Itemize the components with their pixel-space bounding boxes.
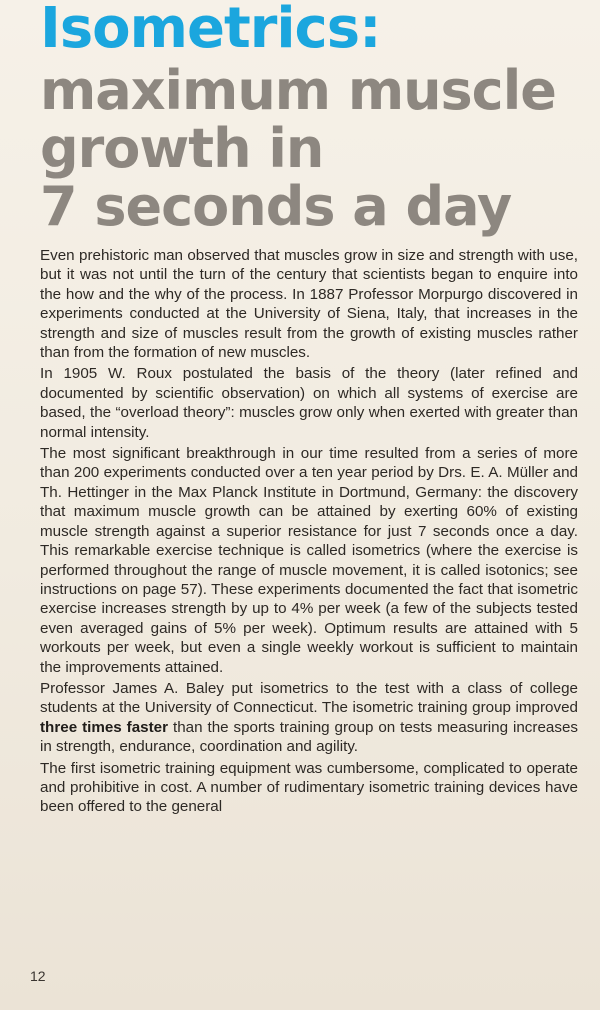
emphasis-three-times-faster: three times faster [40, 718, 169, 736]
paragraph-2: In 1905 W. Roux postulated the basis of the theory (later refined and documented by scientific observation) on which all systems of exercise are based, the “overload theory”: muscles grow only when exerted with greater than normal intensity. [40, 365, 578, 441]
paragraph-4-start: Professor James A. Baley put isometrics to the test with a class of college students at the University of Connecticut. The isometric training group improved [40, 679, 578, 717]
paragraph-3: The most significant breakthrough in our time resulted from a series of more than 200 experiments conducted over a ten year period by Drs. E. A. Müller and Th. Hettinger in the Max Planck Institute in Dortmund, Germany: the discovery that maximum muscle growth can be attained by exerting 60% of existing muscle strength against a superior resistance for just 7 seconds once a day. This remarkable exercise technique is called isometrics (where the exercise is performed throughout the range of muscle movement, it is called isotonics; see instructions on page 57). These experiments documented the fact that isometric exercise increases strength by up to 4% per week (a few of the subjects tested even averaged gains of 5% per week). Optimum results are attained with 5 workouts per week, but even a single weekly workout is sufficient to maintain the improvements attained. [40, 445, 578, 676]
paragraph-4 [40, 679, 578, 757]
title-line-1: Isometrics: [40, 0, 381, 61]
paragraph-5: The first isometric training equipment was cumbersome, complicated to operate and prohibitive in cost. A number of rudimentary isometric training devices have been offered to the general [40, 759, 578, 816]
article-body [40, 246, 578, 819]
title-line-2: maximum muscle [40, 59, 556, 122]
article-title [40, 0, 600, 236]
title-line-3: growth in [40, 117, 324, 180]
page-number: 12 [30, 968, 46, 984]
paragraph-4-end: than the sports training group on tests measuring increases in strength, endurance, coordination and agility. [40, 718, 578, 756]
paragraph-1: Even prehistoric man observed that muscles grow in size and strength with use, but it was not until the turn of the century that scientists began to enquire into the how and the why of the process. In 1887 Professor Morpurgo discovered in experiments conducted at the University of Siena, Italy, that increases in the strength and size of muscles result from the growth of existing muscles rather than from the formation of new muscles. [40, 247, 578, 362]
title-line-4: 7 seconds a day [40, 175, 512, 238]
